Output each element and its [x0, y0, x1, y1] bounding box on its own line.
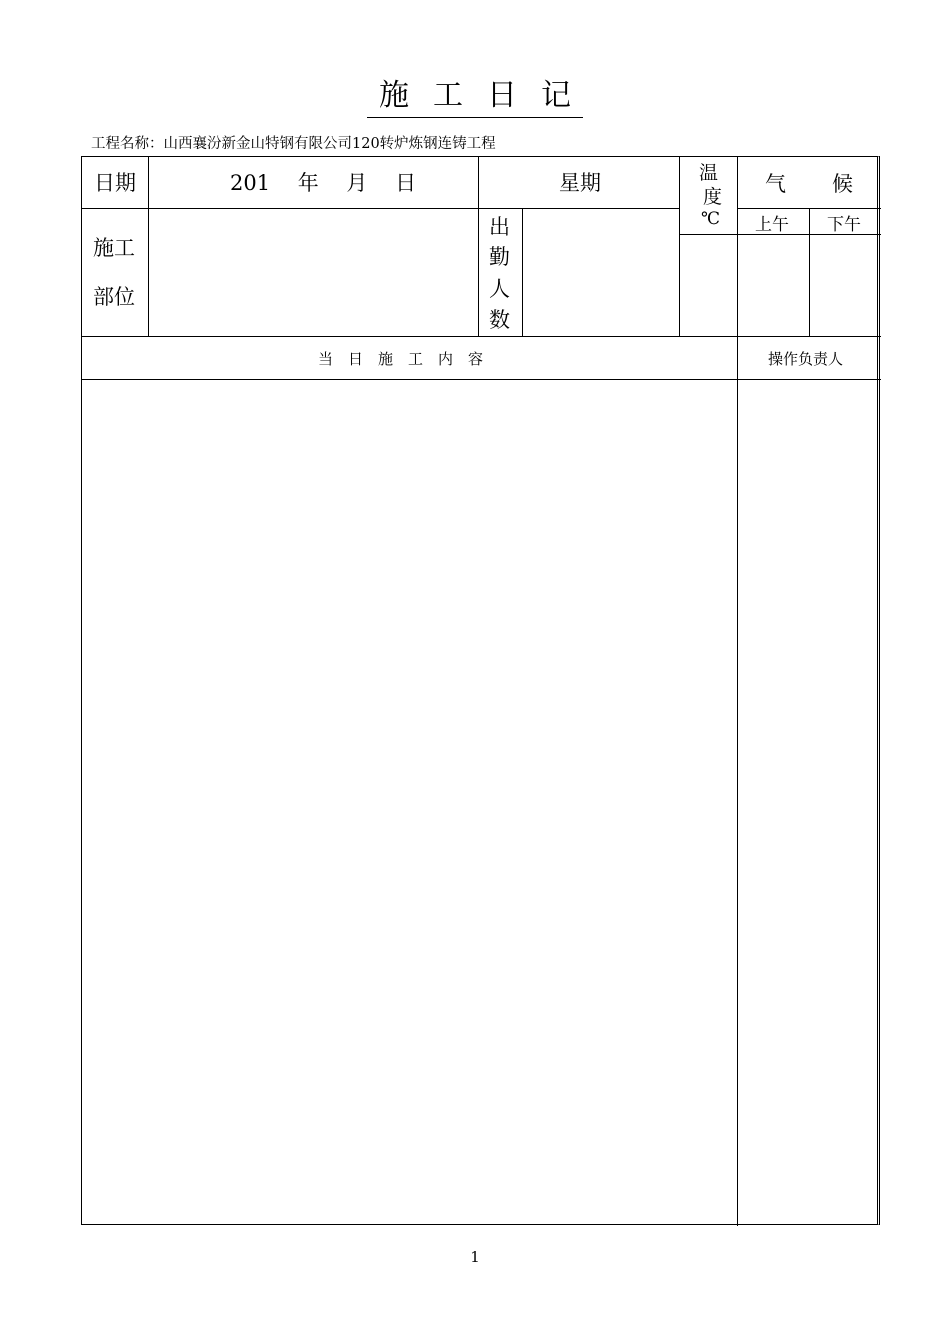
col-divider-label	[148, 157, 149, 336]
title-char: 施	[379, 78, 409, 113]
content-area[interactable]	[82, 380, 737, 1224]
location-label-2: 部位	[93, 285, 135, 309]
temperature-unit: ℃	[701, 209, 721, 229]
content-label: 当 日 施 工 内 容	[318, 350, 484, 368]
location-label-1: 施工	[93, 236, 135, 260]
date-label: 日期	[94, 171, 136, 195]
weekday-label: 星期	[559, 171, 601, 195]
title-char: 日	[487, 78, 517, 113]
col-divider-am-pm	[809, 208, 810, 336]
page-number: 1	[470, 1248, 480, 1266]
title-char: 工	[433, 78, 463, 113]
project-name: 工程名称：山西襄汾新金山特钢有限公司120转炉炼钢连铸工程	[91, 136, 496, 152]
title-char: 记	[541, 78, 571, 113]
document-title	[0, 78, 950, 118]
attendance-char: 人	[489, 277, 510, 301]
col-divider-weekday	[478, 157, 479, 336]
row-divider-location	[82, 336, 881, 337]
date-value: 201 年 月 日	[230, 171, 417, 195]
weather-label-2: 候	[832, 172, 853, 196]
temperature-label-2: 度	[703, 186, 723, 208]
weather-label-1: 气	[765, 172, 786, 196]
diary-form	[81, 156, 880, 1225]
temperature-label-1: 温	[699, 162, 719, 184]
col-divider-temperature	[679, 157, 680, 336]
attendance-char: 勤	[489, 245, 510, 269]
operator-area[interactable]	[738, 380, 878, 1224]
attendance-char: 数	[489, 308, 510, 332]
operator-label: 操作负责人	[768, 350, 844, 368]
pm-label: 下午	[827, 215, 861, 235]
col-divider-attendance	[522, 208, 523, 336]
attendance-char: 出	[489, 215, 510, 239]
row-divider-date	[82, 208, 679, 209]
am-label: 上午	[755, 215, 789, 235]
